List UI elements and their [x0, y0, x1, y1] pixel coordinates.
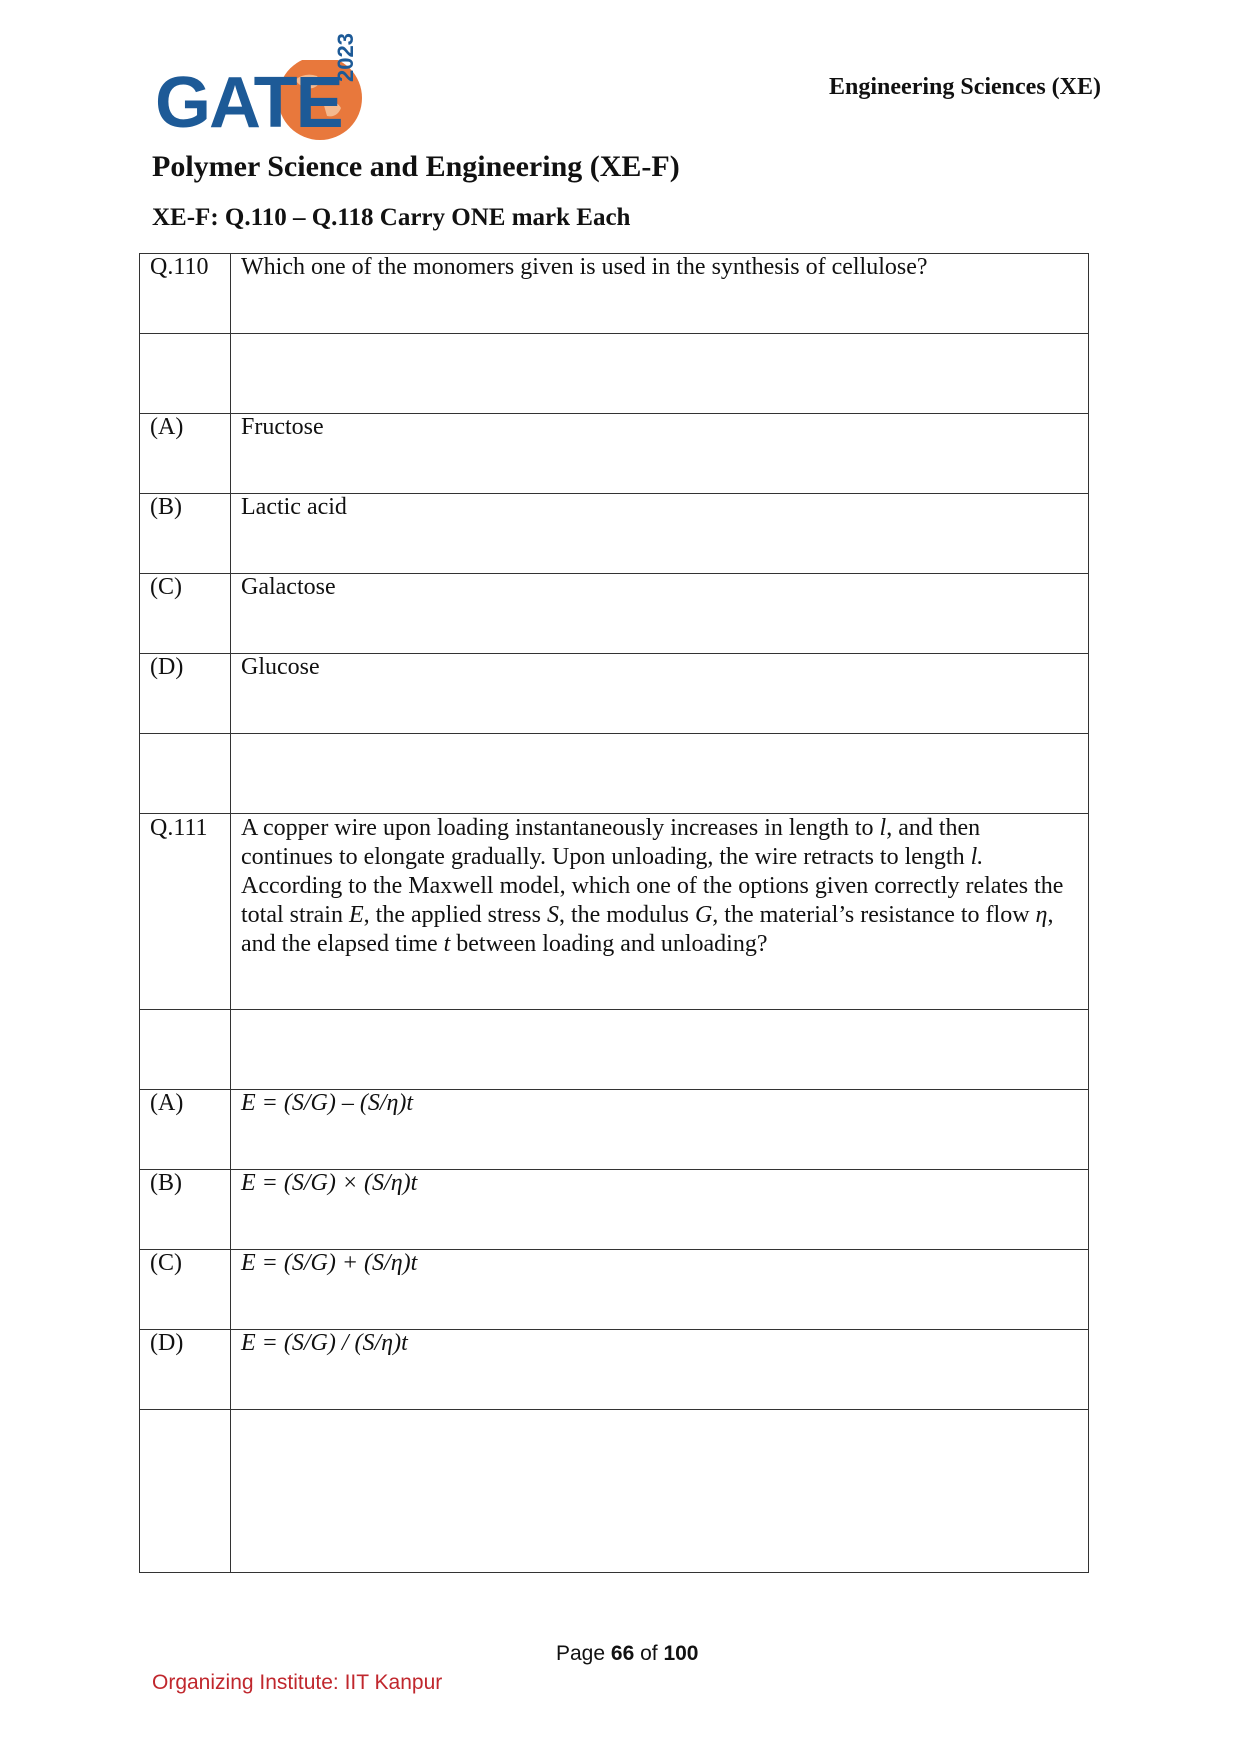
option-label: (A)	[140, 414, 231, 494]
option-text: E = (S/G) × (S/η)t	[231, 1170, 1089, 1250]
option-row	[140, 494, 1089, 574]
option-row	[140, 654, 1089, 734]
logo-year: 2023	[333, 33, 358, 82]
option-row	[140, 414, 1089, 494]
option-text: E = (S/G) – (S/η)t	[231, 1090, 1089, 1170]
option-label: (C)	[140, 1250, 231, 1330]
option-text: E = (S/G) + (S/η)t	[231, 1250, 1089, 1330]
option-text: Glucose	[231, 654, 1089, 734]
question-text: A copper wire upon loading instantaneously increases in length to l, and then continues to elongate gradually. Upon unloading, the wire retracts to length l. According to the Maxwell model, which one of the options given correctly relates the total strain E, the applied stress S, the modulus G, the material’s resistance to flow η, and the elapsed time t between loading and unloading?	[231, 814, 1089, 1010]
marks-note: XE-F: Q.110 – Q.118 Carry ONE mark Each	[152, 204, 631, 231]
option-row	[140, 1170, 1089, 1250]
option-text: Galactose	[231, 574, 1089, 654]
section-title: Polymer Science and Engineering (XE-F)	[152, 150, 680, 183]
page-number: Page 66 of 100	[556, 1642, 699, 1665]
question-row	[140, 814, 1089, 1010]
option-text: Lactic acid	[231, 494, 1089, 574]
question-table	[139, 253, 1089, 1573]
option-row	[140, 574, 1089, 654]
question-text: Which one of the monomers given is used in the synthesis of cellulose?	[231, 254, 1089, 334]
organizing-institute: Organizing Institute: IIT Kanpur	[152, 1671, 443, 1694]
question-number: Q.111	[140, 814, 231, 1010]
logo-text: GATE	[155, 63, 342, 143]
option-label: (B)	[140, 494, 231, 574]
spacer-row	[140, 1010, 1089, 1090]
spacer-row	[140, 734, 1089, 814]
option-text: E = (S/G) / (S/η)t	[231, 1330, 1089, 1410]
paper-name: Engineering Sciences (XE)	[829, 74, 1101, 100]
question-number: Q.110	[140, 254, 231, 334]
option-label: (D)	[140, 1330, 231, 1410]
option-row	[140, 1250, 1089, 1330]
option-label: (A)	[140, 1090, 231, 1170]
option-label: (C)	[140, 574, 231, 654]
option-text: Fructose	[231, 414, 1089, 494]
option-label: (D)	[140, 654, 231, 734]
question-row	[140, 254, 1089, 334]
option-row	[140, 1090, 1089, 1170]
spacer-row	[140, 1410, 1089, 1573]
gate-2023-logo	[155, 33, 375, 146]
option-label: (B)	[140, 1170, 231, 1250]
option-row	[140, 1330, 1089, 1410]
spacer-row	[140, 334, 1089, 414]
